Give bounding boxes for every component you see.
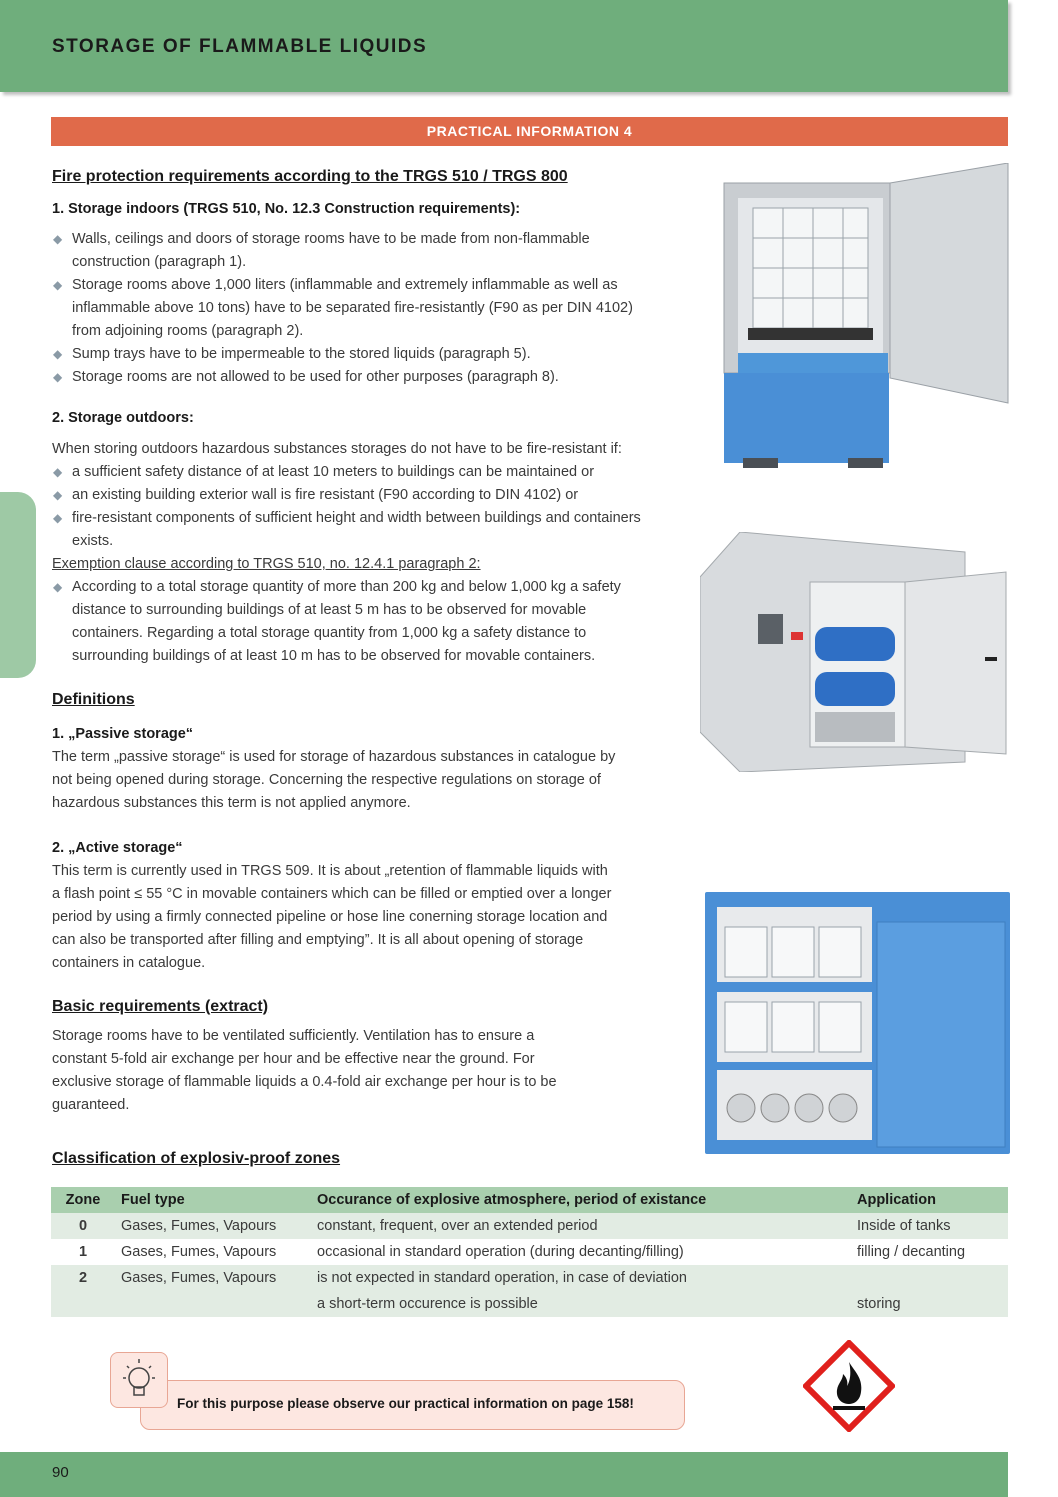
indoor-heading: 1. Storage indoors (TRGS 510, No. 12.3 Construction requirements):	[52, 201, 521, 217]
column-header: Occurance of explosive atmosphere, period of existance	[311, 1187, 851, 1213]
page-title: STORAGE OF FLAMMABLE LIQUIDS	[52, 36, 428, 57]
column-header: Zone	[51, 1187, 115, 1213]
list-item: ◆ Storage rooms above 1,000 liters (inflammable and extremely inflammable as well as inflammable above 10 tons) have to be separated fire-resistantly (F90 as per DIN 4102) from adjoining rooms (paragraph 2).	[52, 274, 652, 343]
section-ribbon: PRACTICAL INFORMATION 4	[51, 117, 1008, 146]
list-item: ◆ a sufficient safety distance of at least 10 meters to buildings can be maintained or	[52, 461, 652, 484]
ibc-storage-cabinet-image	[718, 163, 1010, 478]
flammable-hazard-icon	[803, 1340, 895, 1432]
table-row: 0 Gases, Fumes, Vapours constant, frequent, over an extended period Inside of tanks	[51, 1213, 1008, 1239]
passive-heading: 1. „Passive storage“	[52, 726, 194, 742]
active-heading: 2. „Active storage“	[52, 840, 183, 856]
table-row: 2 Gases, Fumes, Vapours is not expected in standard operation, in case of deviation	[51, 1265, 1008, 1291]
list-item: ◆ fire-resistant components of sufficient height and width between buildings and containers exists.	[52, 507, 652, 553]
table-row: a short-term occurence is possible storing	[51, 1291, 1008, 1317]
diamond-bullet-icon: ◆	[53, 465, 63, 479]
practical-info-note	[140, 1380, 685, 1430]
diamond-bullet-icon: ◆	[53, 580, 63, 594]
column-header: Fuel type	[115, 1187, 311, 1213]
table-header-row	[51, 1187, 1008, 1213]
page-number: 90	[52, 1464, 69, 1481]
fire-protection-title: Fire protection requirements according to the TRGS 510 / TRGS 800	[52, 168, 568, 185]
exemption-heading: Exemption clause according to TRGS 510, no. 12.4.1 paragraph 2:	[52, 556, 481, 572]
definitions-title: Definitions	[52, 691, 135, 708]
outdoor-heading: 2. Storage outdoors:	[52, 410, 194, 426]
basic-requirements-section	[52, 995, 562, 1117]
passive-text: The term „passive storage“ is used for storage of hazardous substances in catalogue by not being opened during storage. Concerning the respective regulations on storage of hazardous substances this term is not applied anymore.	[52, 749, 616, 811]
lightbulb-icon	[110, 1352, 168, 1408]
outdoor-list	[52, 461, 652, 553]
footer-bar	[0, 1452, 1008, 1497]
fire-protection-section	[52, 165, 652, 668]
list-item: ◆ Storage rooms are not allowed to be used for other purposes (paragraph 8).	[52, 366, 652, 389]
diamond-bullet-icon: ◆	[53, 232, 63, 246]
zones-title: Classification of explosiv-proof zones	[52, 1150, 341, 1167]
ibc-rack-container-image	[705, 892, 1010, 1154]
diamond-bullet-icon: ◆	[53, 278, 63, 292]
active-text: This term is currently used in TRGS 509. It is about „retention of flammable liquids with a flash point ≤ 55 °C in movable containers which can be filled or emptied over a longer period by using a firmly connected pipeline or hose line conerning storage location and can also be transported after filling and emptying”. It is all about opening of storage containers in catalogue.	[52, 863, 612, 971]
outdoor-intro: When storing outdoors hazardous substances storages do not have to be fire-resistant if:	[52, 441, 622, 457]
zones-table	[51, 1187, 1008, 1317]
drum-storage-container-image	[700, 532, 1010, 772]
side-tab	[0, 492, 36, 678]
diamond-bullet-icon: ◆	[53, 370, 63, 384]
list-item: ◆ According to a total storage quantity of more than 200 kg and below 1,000 kg a safety distance to surrounding buildings of at least 5 m has to be observed for movable containers. Regarding a total storage quantity from 1,000 kg a safety distance to surrounding buildings of at least 10 m has to be observed for movable containers.	[52, 576, 652, 668]
list-item: ◆ an existing building exterior wall is fire resistant (F90 according to DIN 4102) or	[52, 484, 652, 507]
exemption-list	[52, 576, 652, 668]
basic-text: Storage rooms have to be ventilated sufficiently. Ventilation has to ensure a constant 5-fold air exchange per hour and be effective near the ground. For exclusive storage of flammable liquids a 0.4-fold air exchange per hour is to be guaranteed.	[52, 1028, 557, 1113]
list-item: ◆ Sump trays have to be impermeable to the stored liquids (paragraph 5).	[52, 343, 652, 366]
basic-title: Basic requirements (extract)	[52, 998, 269, 1015]
table-row: 1 Gases, Fumes, Vapours occasional in standard operation (during decanting/filling) filling / decanting	[78, 1244, 966, 1260]
diamond-bullet-icon: ◆	[53, 488, 63, 502]
lightbulb-icon	[111, 1353, 167, 1407]
note-text: For this purpose please observe our practical information on page 158!	[177, 1396, 634, 1411]
column-header: Application	[851, 1187, 1008, 1213]
diamond-bullet-icon: ◆	[53, 511, 63, 525]
definitions-section	[52, 688, 632, 975]
indoor-list	[52, 228, 652, 389]
header-bar	[0, 0, 1008, 92]
list-item: ◆ Walls, ceilings and doors of storage rooms have to be made from non-flammable construction (paragraph 1).	[52, 228, 652, 274]
zones-section	[52, 1147, 652, 1170]
diamond-bullet-icon: ◆	[53, 347, 63, 361]
